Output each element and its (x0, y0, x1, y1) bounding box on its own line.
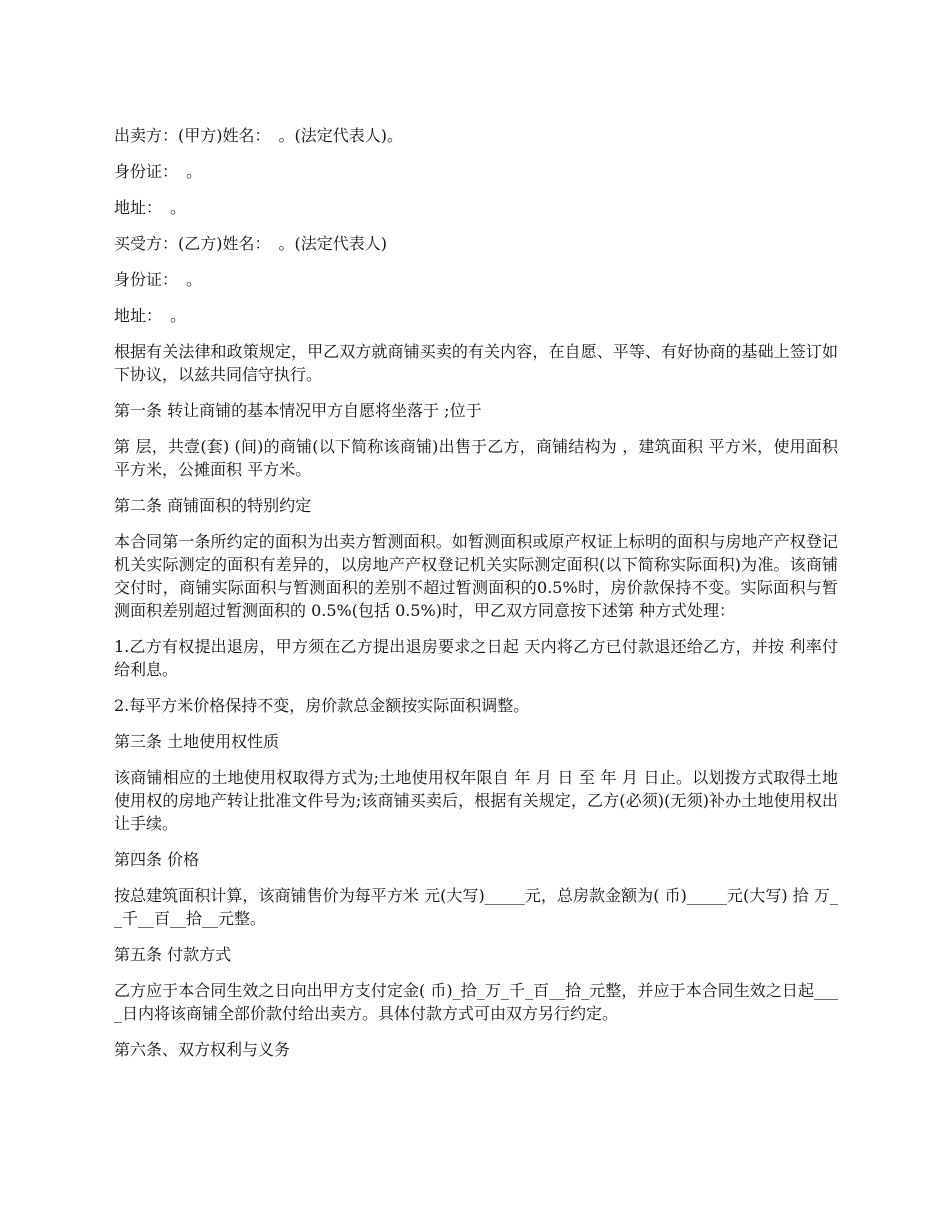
buyer-id-line: 身份证： 。 (114, 270, 203, 289)
article-2-option-2: 2.每平方米价格保持不变，房价款总金额按实际面积调整。 (114, 696, 530, 715)
article-2-body: 本合同第一条所约定的面积为出卖方暂测面积。如暂测面积或原产权证上标明的面积与房地产产权登记机关实际测定的面积有差异的，以房地产产权登记机关实际测定面积(以下简称实际面积)为准。该商铺交付时，商铺实际面积与暂测面积的差别不超过暂测面积的0.5%时，房价款保持不变。实际面积与暂测面积差别超过暂测面积的 0.5%(包括 0.5%)时，甲乙双方同意按下述第 种方式处理： (114, 532, 838, 620)
document-body (114, 124, 838, 1074)
article-3-body: 该商铺相应的土地使用权取得方式为;土地使用权年限自 年 月 日 至 年 月 日止。以划拨方式取得土地使用权的房地产转让批准文件号为;该商铺买卖后，根据有关规定，乙方(必须)(无须)补办土地使用权出让手续。 (114, 768, 838, 833)
article-5-heading: 第五条 付款方式 (114, 945, 232, 964)
article-4-body: 按总建筑面积计算，该商铺售价为每平方米 元(大写)_____元，总房款金额为( 币)_____元(大写) 拾 万__千__百__拾__元整。 (114, 886, 838, 928)
article-1-heading: 第一条 转让商铺的基本情况甲方自愿将坐落于 ;位于 (114, 401, 482, 420)
article-5-body: 乙方应于本合同生效之日向出甲方支付定金( 币)_拾_万_千_百__拾_元整，并应于本合同生效之日起____日内将该商铺全部价款付给出卖方。具体付款方式可由双方另行约定。 (114, 981, 838, 1023)
article-2-heading: 第二条 商铺面积的特别约定 (114, 496, 312, 515)
seller-id-line: 身份证： 。 (114, 162, 203, 181)
article-3-heading: 第三条 土地使用权性质 (114, 732, 280, 751)
article-1-body: 第 层，共壹(套) (间)的商铺(以下简称该商铺)出售于乙方，商铺结构为 ，建筑面积 平方米，使用面积 平方米，公摊面积 平方米。 (114, 437, 838, 479)
article-6-heading: 第六条、双方权利与义务 (114, 1040, 291, 1059)
preamble-paragraph: 根据有关法律和政策规定，甲乙双方就商铺买卖的有关内容，在自愿、平等、有好协商的基础上签订如下协议，以兹共同信守执行。 (114, 342, 838, 384)
buyer-address-line: 地址： 。 (114, 306, 187, 325)
seller-name-line: 出卖方：(甲方)姓名： 。(法定代表人)。 (114, 126, 403, 145)
buyer-name-line: 买受方：(乙方)姓名： 。(法定代表人) (114, 234, 387, 253)
article-2-option-1: 1.乙方有权提出退房，甲方须在乙方提出退房要求之日起 天内将乙方已付款退还给乙方，并按 利率付给利息。 (114, 637, 838, 679)
seller-address-line: 地址： 。 (114, 198, 187, 217)
article-4-heading: 第四条 价格 (114, 850, 200, 869)
